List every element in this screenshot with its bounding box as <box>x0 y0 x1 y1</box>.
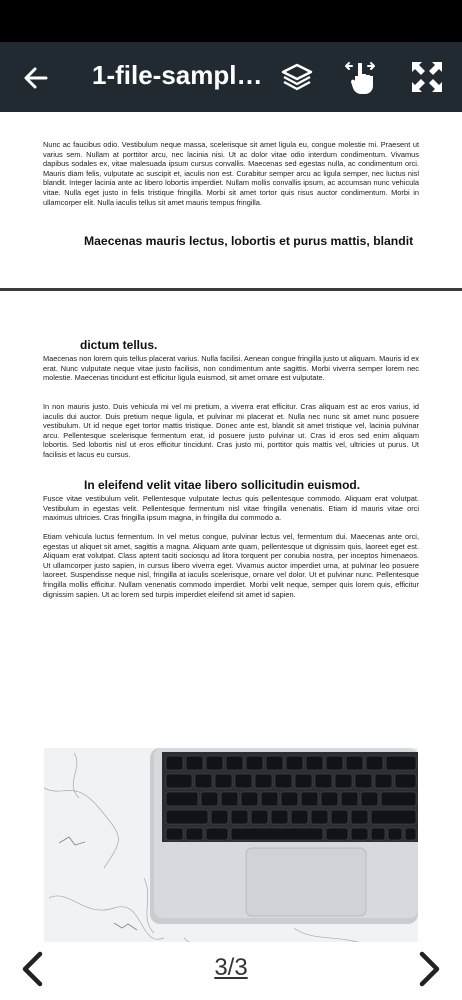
layers-icon <box>278 58 316 96</box>
chevron-left-icon <box>16 950 50 988</box>
pdf-viewer[interactable] <box>0 112 462 942</box>
swipe-hand-icon <box>343 58 381 96</box>
section-heading: dictum tellus. <box>80 338 158 352</box>
back-arrow-icon <box>20 62 52 94</box>
paragraph: Etiam vehicula luctus fermentum. In vel metus congue, pulvinar lectus vel, fermentum dui. Maecenas ante orci, egestas ut aliquet sit amet, sagittis a magna. Aliquam ante quam, pellentesque ut dignissim quis, laoreet eget est. Aliquam erat volutpat. Class aptent taciti sociosqu ad litora torquent per conubia nostra, per inceptos himenaeos. Ut ullamcorper justo sapien, in cursus libero viverra eget. Vivamus auctor imperdiet urna, at pulvinar leo posuere laoreet. Suspendisse neque nisl, fringilla at iaculis scelerisque, ornare vel dolor. Ut et pulvinar nunc. Pellentesque fringilla mollis efficitur. Nullam venenatis commodo imperdiet. Morbi velit neque, semper quis lorem quis, efficitur dignissim sapien. Ut ac lorem sed turpis imperdiet eleifend sit amet id sapien. <box>43 532 419 599</box>
top-toolbar <box>0 42 462 112</box>
previous-page-button[interactable] <box>16 950 50 988</box>
back-button[interactable] <box>20 62 52 94</box>
current-page <box>0 292 462 942</box>
document-title: 1-file-sampl… <box>92 60 262 90</box>
section-heading: In eleifend velit vitae libero sollicitudin euismod. <box>84 478 361 492</box>
paragraph: Maecenas non lorem quis tellus placerat varius. Nulla facilisi. Aenean congue fringilla justo ut aliquam. Mauris id ex erat. Nunc vulputate neque vitae justo facilisis, non condimentum ante sagittis. Morbi viverra semper lorem nec molestie. Maecenas tincidunt est efficitur ligula euismod, sit amet ornare est vulputate. <box>43 354 419 383</box>
fullscreen-icon <box>408 58 446 96</box>
paragraph: Fusce vitae vestibulum velit. Pellentesque vulputate lectus quis pellentesque commodo. Aliquam erat volutpat. Vestibulum in egestas velit. Pellentesque fermentum nisl vitae fringilla venenatis. Etiam id mauris vitae orci maximus ultricies. Cras fringilla ipsum magna, in fringilla dui commodo a. <box>43 494 419 523</box>
section-heading: Maecenas mauris lectus, lobortis et purus mattis, blandit <box>84 234 414 248</box>
status-bar <box>0 0 462 42</box>
previous-page <box>0 112 462 290</box>
swipe-mode-button[interactable] <box>343 58 381 96</box>
next-page-button[interactable] <box>412 950 446 988</box>
paragraph: In non mauris justo. Duis vehicula mi vel mi pretium, a viverra erat efficitur. Cras aliquam est ac eros varius, id iaculis dui auctor. Duis pretium neque ligula, et pulvinar mi placerat et. Nulla nec nunc sit amet nunc posuere vestibulum. Ut id neque eget tortor mattis tristique. Donec ante est, blandit sit amet tristique vel, lacinia pulvinar arcu. Pellentesque scelerisque fermentum erat, id posuere justo pulvinar ut. Cras id eros sed enim aliquam lobortis. Sed lobortis nisl ut eros efficitur tincidunt. Cras justo mi, porttitor quis mattis vel, ultricies ut purus. Ut facilisis et lacus eu cursus. <box>43 402 419 459</box>
page-navigation <box>0 942 462 1000</box>
paragraph: Nunc ac faucibus odio. Vestibulum neque massa, scelerisque sit amet ligula eu, congue molestie mi. Praesent ut varius sem. Nullam at porttitor arcu, nec lacinia nisi. Ut ac dolor vitae odio interdum condimentum. Vivamus dapibus sodales ex, vitae malesuada ipsum cursus convallis. Maecenas sed egestas nulla, ac condimentum orci. Mauris diam felis, vulputate ac suscipit et, iaculis non est. Curabitur semper arcu ac ligula semper, nec luctus nisl blandit. Integer lacinia ante ac libero lobortis imperdiet. Nullam mollis convallis ipsum, ac accumsan nunc vehicula vitae. Nulla eget justo in felis tristique fringilla. Morbi sit amet tortor quis risus auctor condimentum. Morbi in ullamcorper elit. Nulla iaculis tellus sit amet mauris tempus fringilla. <box>43 140 419 207</box>
layers-button[interactable] <box>278 58 316 96</box>
laptop-photo <box>44 748 418 942</box>
page-indicator[interactable]: 3/3 <box>214 954 248 981</box>
page-divider <box>0 288 462 291</box>
fullscreen-button[interactable] <box>408 58 446 96</box>
chevron-right-icon <box>412 950 446 988</box>
